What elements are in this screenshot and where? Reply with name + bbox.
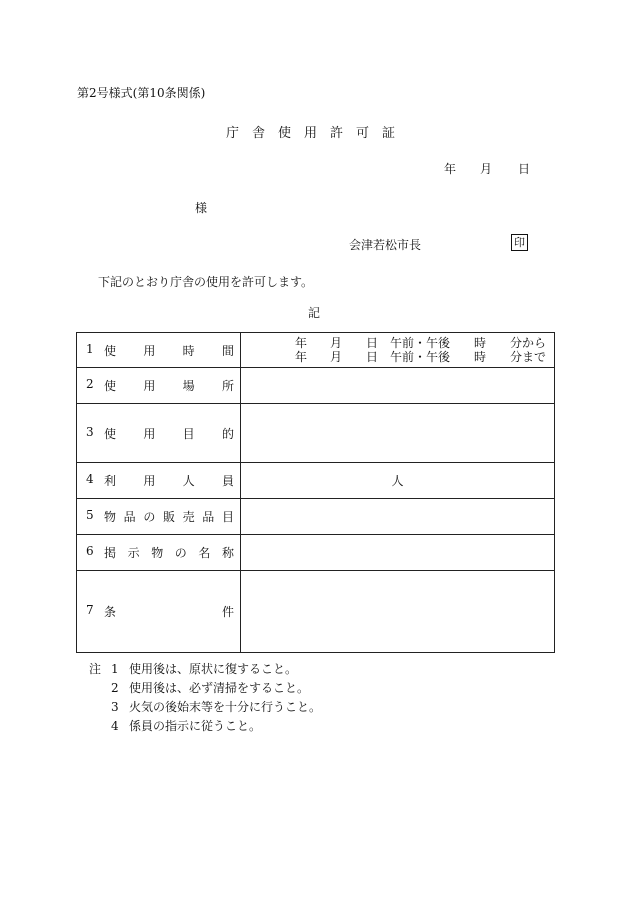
date-year: 年 — [444, 162, 457, 176]
row-label: 4 利 用 人 員 — [77, 463, 241, 499]
row-label: 5 物 品 の 販 売 品 目 — [77, 499, 241, 535]
row-label: 1 使 用 時 間 — [77, 333, 241, 368]
title-char: 舎 — [252, 126, 266, 141]
row-label: 6 掲 示 物 の 名 称 — [77, 535, 241, 571]
row-label: 3 使 用 目 的 — [77, 404, 241, 463]
conditions-cell[interactable] — [241, 571, 555, 653]
issue-date — [444, 160, 530, 177]
table-row — [77, 333, 555, 368]
ki-heading: 記 — [308, 306, 321, 320]
permission-statement: 下記のとおり庁舎の使用を許可します。 — [98, 275, 314, 289]
table-row — [77, 463, 555, 499]
title-char: 可 — [356, 126, 370, 141]
usage-purpose-cell[interactable] — [241, 404, 555, 463]
title-char: 庁 — [226, 126, 240, 141]
table-row — [77, 535, 555, 571]
label-chars: 使 用 時 間 — [104, 343, 234, 358]
title-char: 許 — [330, 126, 344, 141]
table-row — [77, 499, 555, 535]
usage-time-cell[interactable] — [241, 333, 555, 368]
table-row — [77, 571, 555, 653]
time-to-line: 年 月 日 午前・午後 時 分まで — [295, 350, 547, 364]
sales-items-cell[interactable] — [241, 499, 555, 535]
note-item: 2 使用後は、必ず清掃をすること。 — [111, 681, 310, 695]
addressee-suffix: 様 — [195, 201, 208, 215]
title-char: 使 — [278, 126, 292, 141]
time-from-line: 年 月 日 午前・午後 時 分から — [295, 336, 547, 350]
date-day: 日 — [518, 162, 531, 176]
seal-mark: 印 — [511, 234, 528, 251]
table-row — [77, 368, 555, 404]
persons-count-cell[interactable] — [241, 463, 555, 499]
row-label: 2 使 用 場 所 — [77, 368, 241, 404]
persons-unit: 人 — [391, 474, 404, 488]
title-char: 用 — [304, 126, 318, 141]
note-item: 4 係員の指示に従うこと。 — [111, 719, 262, 733]
issuer-name: 会津若松市長 — [349, 238, 422, 252]
usage-place-cell[interactable] — [241, 368, 555, 404]
form-number: 第2号様式(第10条関係) — [77, 86, 206, 100]
notes-prefix: 注 — [89, 662, 102, 676]
notes-section — [89, 660, 321, 736]
posting-name-cell[interactable] — [241, 535, 555, 571]
row-label: 7 条 件 — [77, 571, 241, 653]
permit-details-table — [76, 332, 555, 653]
table-row — [77, 404, 555, 463]
date-month: 月 — [480, 162, 493, 176]
note-item: 注 1 使用後は、原状に復すること。 — [89, 660, 321, 679]
document-title — [226, 122, 408, 141]
note-item: 3 火気の後始末等を十分に行うこと。 — [111, 700, 322, 714]
title-char: 証 — [382, 126, 396, 141]
